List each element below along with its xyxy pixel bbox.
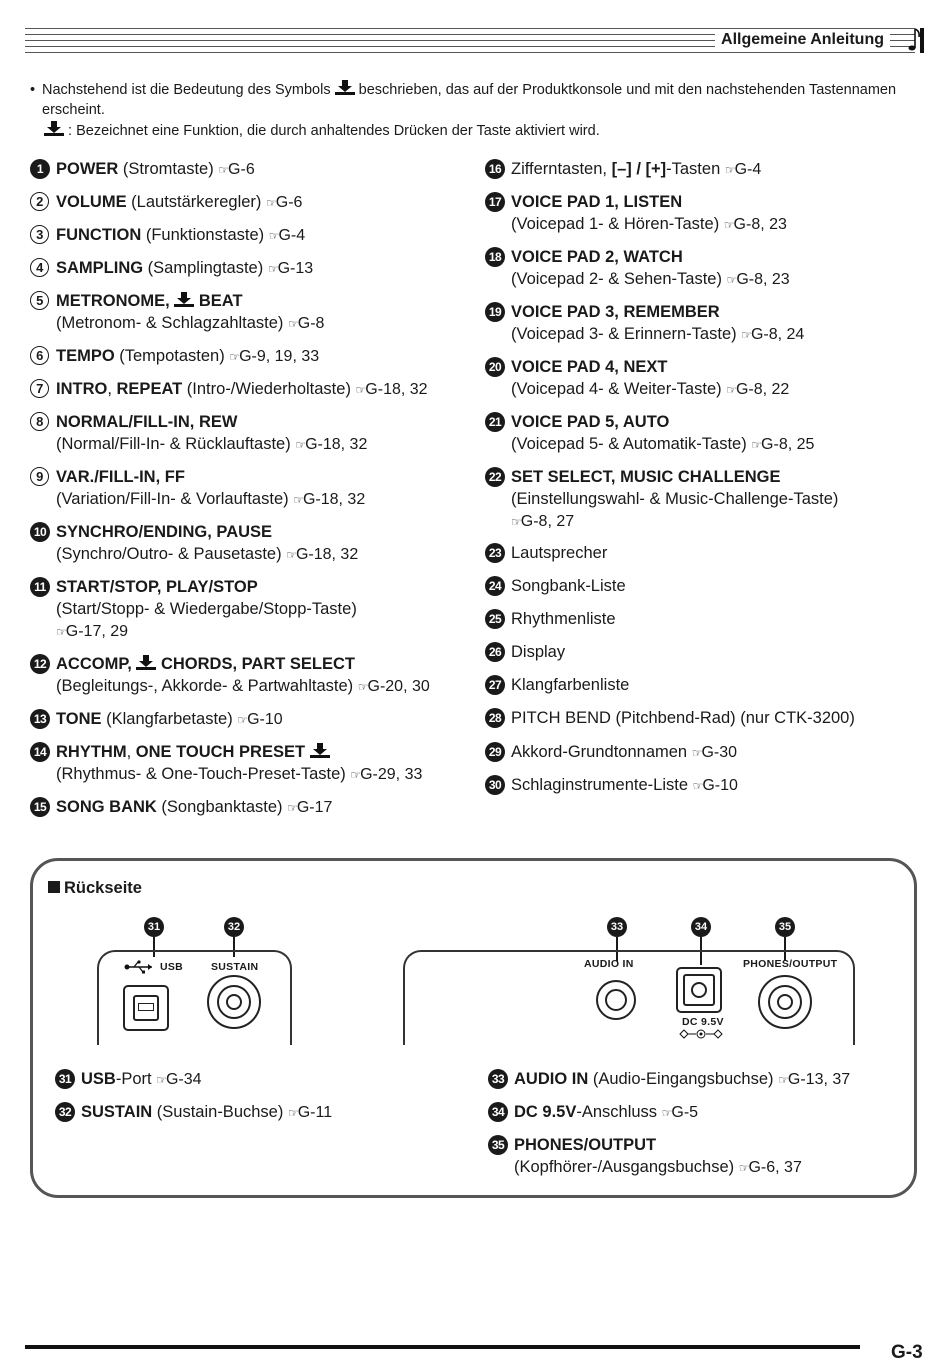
item-desc: Klangfarbenliste (511, 676, 630, 694)
item-desc: (Voicepad 1- & Hören-Taste) (511, 215, 724, 233)
list-item (30, 158, 470, 181)
reference-icon: ☞ (287, 1106, 298, 1120)
item-desc: (Stromtaste) (118, 160, 219, 178)
item-number: 3 (30, 225, 49, 244)
page-ref: G-18, 32 (305, 436, 368, 453)
page-ref: G-8, 22 (735, 381, 790, 398)
symbol-legend (44, 121, 910, 141)
reference-icon: ☞ (267, 262, 278, 276)
item-number: 1 (30, 159, 50, 179)
page-ref: G-8 (297, 315, 325, 332)
callout-33: 33 (607, 917, 627, 937)
item-number: 18 (485, 247, 505, 267)
page-ref: G-18, 32 (365, 381, 428, 398)
item-number: 29 (485, 742, 505, 762)
item-desc: (Synchro/Outro- & Pausetaste) (56, 545, 287, 563)
hold-press-icon (136, 655, 156, 671)
item-desc: (Voicepad 2- & Sehen-Taste) (511, 270, 727, 288)
item-desc: Schlaginstrumente-Liste (511, 776, 693, 794)
item-number: 17 (485, 192, 505, 212)
reference-icon: ☞ (691, 746, 702, 760)
list-item (30, 576, 470, 643)
item-number: 28 (485, 708, 505, 728)
list-item (30, 708, 470, 731)
item-label: POWER (56, 160, 119, 178)
reference-icon: ☞ (778, 1073, 788, 1087)
item-label: FUNCTION (56, 226, 142, 244)
item-label: VOLUME (56, 193, 127, 211)
item-number: 4 (30, 258, 49, 277)
item-number: 30 (485, 775, 505, 795)
item-desc: -Anschluss (576, 1103, 662, 1121)
item-number: 21 (485, 412, 505, 432)
page-ref: G-10 (247, 711, 283, 728)
reference-icon: ☞ (355, 383, 366, 397)
item-number: 31 (55, 1069, 75, 1089)
item-desc: (Tempotasten) (114, 347, 230, 365)
item-desc: (Funktionstaste) (141, 226, 269, 244)
reference-icon: ☞ (229, 350, 240, 364)
reference-icon: ☞ (287, 801, 297, 815)
list-item (485, 246, 905, 291)
list-item (485, 191, 905, 236)
item-desc: PITCH BEND (Pitchbend-Rad) (nur CTK-3200) (511, 709, 855, 727)
item-label: VOICE PAD 4, NEXT (511, 358, 668, 376)
reference-icon: ☞ (357, 680, 368, 694)
usb-port (123, 985, 169, 1031)
item-label: SYNCHRO/ENDING, PAUSE (56, 523, 273, 541)
header-title: Allgemeine Anleitung (715, 30, 890, 50)
page-ref: G-8, 27 (520, 513, 575, 530)
list-item (485, 411, 905, 456)
item-desc: (Intro-/Wiederholtaste) (182, 380, 356, 398)
polarity-icon (678, 1028, 724, 1040)
phones-label: PHONES/OUTPUT (743, 958, 838, 970)
list-item (488, 1068, 908, 1091)
usb-label: USB (160, 961, 184, 973)
list-item (485, 774, 905, 797)
item-number: 14 (30, 742, 50, 762)
item-number: 8 (30, 412, 49, 431)
item-sep: , (107, 380, 117, 398)
item-label: VOICE PAD 3, REMEMBER (511, 303, 720, 321)
rear-title-text: Rückseite (64, 879, 142, 897)
page-ref: G-6, 37 (748, 1159, 802, 1176)
item-desc: (Rhythmus- & One-Touch-Preset-Taste) (56, 765, 351, 783)
item-label: VOICE PAD 2, WATCH (511, 248, 683, 266)
item-desc-2: -Tasten (666, 160, 725, 178)
page-ref: G-4 (734, 161, 762, 178)
item-number: 6 (30, 346, 49, 365)
item-desc: (Lautstärkeregler) (126, 193, 266, 211)
item-number: 7 (30, 379, 49, 398)
item-label-2: CHORDS, PART SELECT (156, 655, 355, 673)
item-number: 35 (488, 1135, 508, 1155)
item-label: INTRO (56, 380, 108, 398)
item-desc: (Voicepad 3- & Erinnern-Taste) (511, 325, 742, 343)
legend-text: : Bezeichnet eine Funktion, die durch anhaltendes Drücken der Taste aktiviert wird. (68, 123, 600, 139)
item-desc: (Voicepad 5- & Automatik-Taste) (511, 435, 752, 453)
callout-35: 35 (775, 917, 795, 937)
page-ref: G-30 (701, 744, 738, 761)
item-number: 23 (485, 543, 505, 563)
audio-in-label: AUDIO IN (584, 958, 634, 970)
intro-text-before: Nachstehend ist die Bedeutung des Symbols (42, 82, 331, 98)
list-item (30, 741, 470, 786)
item-label: VAR./FILL-IN, FF (56, 468, 185, 486)
item-number: 13 (30, 709, 50, 729)
page-ref: G-8, 25 (761, 436, 815, 453)
item-desc: Songbank-Liste (511, 577, 626, 595)
list-item (30, 521, 470, 566)
item-label: START/STOP, PLAY/STOP (56, 578, 258, 596)
item-label: SUSTAIN (81, 1103, 153, 1121)
item-label: RHYTHM (56, 743, 127, 761)
reference-icon: ☞ (293, 493, 303, 507)
page-ref: G-34 (165, 1071, 202, 1088)
list-item (485, 158, 905, 181)
list-item (488, 1101, 908, 1124)
item-number: 11 (30, 577, 50, 597)
reference-icon: ☞ (286, 548, 296, 562)
reference-icon: ☞ (741, 328, 751, 342)
item-desc: (Normal/Fill-In- & Rücklauftaste) (56, 435, 296, 453)
page-ref: G-8, 23 (733, 216, 787, 233)
item-desc: (Samplingtaste) (143, 259, 268, 277)
intro-text-after: beschrieben, das auf der Produktkonsole und mit den nachstehenden Tastennamen erscheint. (42, 82, 897, 118)
reference-icon: ☞ (726, 273, 737, 287)
item-number: 16 (485, 159, 505, 179)
list-item (30, 378, 470, 401)
list-item (485, 542, 905, 564)
callout-32: 32 (224, 917, 244, 937)
list-item (485, 575, 905, 597)
item-number: 22 (485, 467, 505, 487)
item-number: 20 (485, 357, 505, 377)
item-desc: Display (511, 643, 566, 661)
item-number: 32 (55, 1102, 75, 1122)
list-item (485, 674, 905, 696)
item-label: AUDIO IN (514, 1070, 589, 1088)
reference-icon: ☞ (511, 515, 521, 529)
page-ref: G-8, 23 (736, 271, 790, 288)
item-number: 2 (30, 192, 49, 211)
list-item (485, 301, 905, 346)
item-desc: -Port (115, 1070, 157, 1088)
page-ref: G-13 (277, 260, 314, 277)
page-number: G-3 (891, 1342, 923, 1363)
list-item (30, 290, 470, 335)
list-item (30, 796, 470, 819)
music-note-icon (902, 26, 922, 54)
reference-icon: ☞ (350, 768, 361, 782)
rear-section-title (48, 879, 142, 898)
page-ref: G-18, 32 (302, 491, 366, 508)
hold-press-icon (310, 743, 330, 759)
page-ref: G-13, 37 (787, 1071, 851, 1088)
item-label: [–] / [+] (611, 160, 667, 178)
item-number: 25 (485, 609, 505, 629)
page-ref: G-10 (702, 777, 738, 794)
dc-input-port (676, 967, 722, 1013)
item-desc: Rhythmenliste (511, 610, 616, 628)
usb-symbol-icon (124, 960, 154, 974)
callout-31: 31 (144, 917, 164, 937)
item-label: TEMPO (56, 347, 115, 365)
item-desc: (Klangfarbetaste) (101, 710, 238, 728)
item-number: 19 (485, 302, 505, 322)
list-item (55, 1068, 455, 1091)
page-ref: G-17, 29 (65, 623, 129, 640)
list-item (30, 257, 470, 280)
item-label-2: REPEAT (116, 380, 183, 398)
page-ref: G-6 (275, 194, 303, 211)
sustain-label: SUSTAIN (211, 961, 259, 973)
item-label: METRONOME, (56, 292, 175, 310)
page-ref: G-8, 24 (750, 326, 805, 343)
item-number: 34 (488, 1102, 508, 1122)
item-label-2: ONE TOUCH PRESET (135, 743, 310, 761)
reference-icon: ☞ (751, 438, 762, 452)
item-desc: (Sustain-Buchse) (152, 1103, 288, 1121)
page-ref: G-18, 32 (295, 546, 359, 563)
reference-icon: ☞ (56, 625, 66, 639)
item-label: TONE (56, 710, 102, 728)
reference-icon: ☞ (218, 163, 229, 177)
list-item (30, 411, 470, 456)
hold-press-icon (44, 121, 64, 137)
item-number: 24 (485, 576, 505, 596)
reference-icon: ☞ (265, 196, 276, 210)
list-item (485, 707, 905, 729)
item-number: 9 (30, 467, 49, 486)
list-item (30, 224, 470, 247)
item-number: 26 (485, 642, 505, 662)
item-desc: (Variation/Fill-In- & Vorlauftaste) (56, 490, 294, 508)
audio-in-jack (596, 980, 636, 1020)
item-number: 33 (488, 1069, 508, 1089)
dc-label: DC 9.5V (682, 1016, 724, 1028)
list-item (485, 466, 905, 533)
page-ref: G-20, 30 (367, 678, 430, 695)
item-number: 27 (485, 675, 505, 695)
hold-press-icon (335, 80, 355, 96)
reference-icon: ☞ (692, 779, 703, 793)
item-label: VOICE PAD 1, LISTEN (511, 193, 683, 211)
item-desc: (Einstellungswahl- & Music-Challenge-Taste) (511, 490, 839, 508)
bullet: • (30, 82, 36, 98)
page-ref: G-17 (296, 799, 333, 816)
item-number: 12 (30, 654, 50, 674)
item-desc: (Metronom- & Schlagzahltaste) (56, 314, 289, 332)
list-item (30, 345, 470, 368)
list-item (485, 608, 905, 630)
list-item (485, 741, 905, 764)
hold-press-icon (174, 292, 194, 308)
list-item (30, 653, 470, 698)
item-label: USB (81, 1070, 116, 1088)
item-label: DC 9.5V (514, 1103, 577, 1121)
item-desc: (Audio-Eingangsbuchse) (588, 1070, 779, 1088)
reference-icon: ☞ (288, 317, 298, 331)
list-item (30, 466, 470, 511)
reference-icon: ☞ (237, 713, 248, 727)
item-desc: (Start/Stopp- & Wiedergabe/Stopp-Taste) (56, 600, 357, 618)
page-ref: G-11 (297, 1104, 333, 1121)
callout-34: 34 (691, 917, 711, 937)
item-number: 5 (30, 291, 49, 310)
item-desc: (Songbanktaste) (156, 798, 288, 816)
item-desc: (Begleitungs-, Akkorde- & Partwahltaste) (56, 677, 358, 695)
reference-icon: ☞ (726, 383, 736, 397)
reference-icon: ☞ (738, 1161, 749, 1175)
page-ref: G-5 (671, 1104, 699, 1121)
page-ref: G-4 (278, 227, 306, 244)
item-label: SET SELECT, MUSIC CHALLENGE (511, 468, 781, 486)
square-bullet-icon (48, 881, 60, 893)
list-item (485, 356, 905, 401)
reference-icon: ☞ (156, 1073, 166, 1087)
item-label: VOICE PAD 5, AUTO (511, 413, 670, 431)
reference-icon: ☞ (295, 438, 306, 452)
item-desc: (Kopfhörer-/Ausgangsbuchse) (514, 1158, 739, 1176)
sustain-jack (207, 975, 261, 1029)
item-label: NORMAL/FILL-IN, REW (56, 413, 238, 431)
list-item (488, 1134, 908, 1179)
list-item (55, 1101, 455, 1124)
item-label: ACCOMP, (56, 655, 137, 673)
item-label: PHONES/OUTPUT (514, 1136, 657, 1154)
reference-icon: ☞ (724, 163, 735, 177)
item-desc: Lautsprecher (511, 544, 608, 562)
item-label-2: BEAT (194, 292, 243, 310)
reference-icon: ☞ (268, 229, 279, 243)
reference-icon: ☞ (723, 218, 734, 232)
item-number: 15 (30, 797, 50, 817)
item-sep: , (126, 743, 136, 761)
list-item (485, 641, 905, 663)
reference-icon: ☞ (661, 1106, 672, 1120)
item-label: SAMPLING (56, 259, 144, 277)
page-ref: G-6 (228, 161, 255, 178)
intro-note (30, 80, 910, 141)
phones-output-jack (758, 975, 812, 1029)
page-ref: G-29, 33 (360, 766, 423, 783)
item-label: SONG BANK (56, 798, 157, 816)
item-desc: Akkord-Grundtonnamen (511, 743, 692, 761)
item-desc: (Voicepad 4- & Weiter-Taste) (511, 380, 727, 398)
list-item (30, 191, 470, 214)
footer-rule (25, 1345, 860, 1349)
item-desc: Zifferntasten, (511, 160, 612, 178)
item-number: 10 (30, 522, 50, 542)
page-ref: G-9, 19, 33 (239, 348, 320, 365)
